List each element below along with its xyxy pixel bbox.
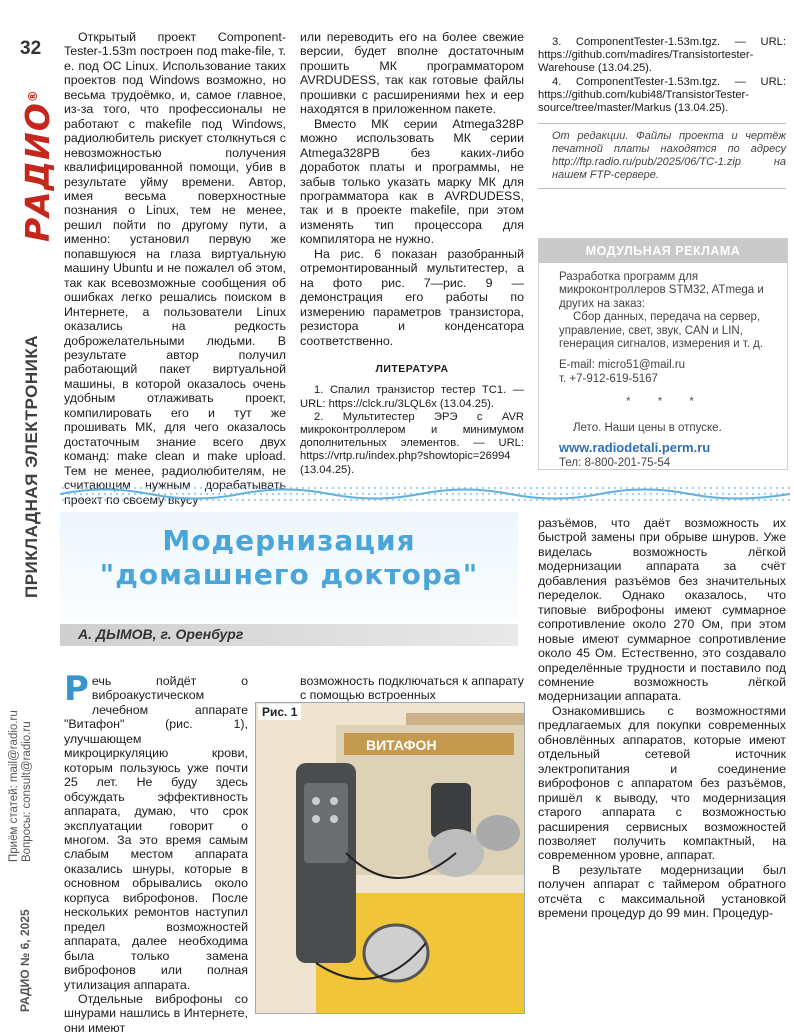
separator-dots: * * * xyxy=(626,396,706,409)
editor-note: От редакции. Файлы проекта и чертёж печатной платы находятся по адресу http://ftp.radio.ru/pub/2025/06/TC-1.zip на нашем FTP-сервере. xyxy=(552,130,786,182)
top-column-3 xyxy=(538,36,786,189)
paragraph: Отдельные виброфоны со шнурами нашлись в Интернете, они имеют xyxy=(64,991,248,1035)
section-title: ПРИКЛАДНАЯ ЭЛЕКТРОНИКА xyxy=(22,335,41,598)
article-column-2 xyxy=(300,674,524,703)
top-column-2 xyxy=(300,30,524,477)
top-column-1 xyxy=(64,30,286,507)
drop-cap: Р xyxy=(64,669,89,709)
ad-site-link[interactable]: www.radiodetali.perm.ru xyxy=(559,440,711,456)
paragraph: разъёмов, что даёт возможность их быстрой замены при обрыве шнуров. Уже виделась возможность лёгкой модернизации аппарата за счёт добавления разъёмов без значительных переделок. Однако оказалось, что типовые виброфоны имеют суммарное сопротивление около 270 Ом, при этом новые имеют суммарное сопротивление около 45 Ом. Естественно, это создавало определённые трудности и поставило под сомнение возможность лёгкой модернизации аппарата. xyxy=(538,516,786,704)
ad-body xyxy=(539,263,787,477)
contact-questions: Вопросы: consult@radio.ru xyxy=(21,721,33,862)
logo-mark: ® xyxy=(26,89,40,103)
issue-info: РАДИО № 6, 2025 xyxy=(18,909,32,1012)
editor-note-box xyxy=(538,123,786,189)
contacts xyxy=(8,710,34,862)
page-number: 32 xyxy=(20,38,42,59)
paragraph: возможность подключаться к аппарату с помощью встроенных xyxy=(300,674,524,703)
ad-text: Сбор данных, передача на сервер, управление, свет, звук, CAN и LIN, генерация сигналов, измерения и т. д. xyxy=(559,311,764,351)
reference-item: 1. Спалил транзистор тестер TC1. — URL: https://clck.ru/3LQL6x (13.04.25). xyxy=(300,384,524,410)
article-title-line: Модернизация xyxy=(162,524,416,557)
vitafon-device-image xyxy=(256,703,524,1013)
article-title xyxy=(60,524,518,592)
ad-header: МОДУЛЬНАЯ РЕКЛАМА xyxy=(539,239,787,263)
paragraph: В результате модернизации был получен аппарат с таймером обратного отсчёта с максимальной установкой времени процедур до 99 мин. Процедур- xyxy=(538,862,786,921)
article-column-1 xyxy=(64,669,248,1035)
figure-1-photo xyxy=(255,702,525,1014)
page-sidebar xyxy=(0,0,57,1028)
ad-phone: т. +7-912-619-5167 xyxy=(559,372,658,385)
figure-label: Рис. 1 xyxy=(258,704,301,720)
contact-articles: Приём статей: mail@radio.ru xyxy=(8,710,20,862)
ad-text: Лето. Наши цены в отпуске. xyxy=(573,421,722,434)
logo-text: РАДИО xyxy=(18,102,57,242)
paragraph: Вместо МК серии Atmega328P можно использовать МК серии Atmega328PB без каких-либо доработок платы и программы, не забыв только указать марку МК для программатора как в AVRDUDESS, так и в проекте makefile, при этом изменять тип процессора для компилятора не нужно. xyxy=(300,116,524,247)
reference-item: 2. Мультитестер ЭРЭ с AVR микроконтроллером и минимумом дополнительных элементов. — URL: https://vrtp.ru/index.php?showtopic=26994 (13.04.25). xyxy=(300,410,524,476)
paragraph-text: ечь пойдёт о виброакустическом лечебном аппарате "Витафон" (рис. 1), улучшающем микроциркуляцию крови, которым пользуюсь уже почти 25 лет. Не буду здесь обсуждать эффективность аппарата, думаю, что срок эксплуатации говорит о многом. За это время самым слабым местом аппарата оказались шнуры, которые в основном обрывались около корпуса виброфонов. После нескольких ремонтов наступил предел возможностей аппарата, далее необходима была только замена виброфонов или полная утилизация аппарата. xyxy=(64,674,248,992)
ad-box xyxy=(538,238,788,470)
reference-item: 4. ComponentTester-1.53m.tgz. — URL: https://github.com/kubi48/TransistorTester-source/tree/master/Markus (13.04.25). xyxy=(538,75,786,115)
article-title-line: "домашнего доктора" xyxy=(99,558,479,591)
magazine-logo xyxy=(18,89,57,242)
paragraph: или переводить его на более свежие версии, будет вполне достаточным прошить МК программатором AVRDUDESS, так как готовые файлы прошивки с расширениями hex и eep находятся в приложенном пакете. xyxy=(300,30,524,117)
article-column-3 xyxy=(538,516,786,921)
ad-text: Разработка программ для микроконтроллеров STM32, ATmega и других на заказ: xyxy=(559,271,764,310)
article-author: А. ДЫМОВ, г. Оренбург xyxy=(78,626,244,642)
ad-phone: Тел: 8-800-201-75-54 xyxy=(559,457,671,470)
decorative-wave-banner xyxy=(60,485,790,503)
ad-email[interactable]: E-mail: micro51@mail.ru xyxy=(559,359,686,372)
paragraph: На рис. 6 показан разобранный отремонтированный мультитестер, а на фото рис. 7—рис. 9 — демонстрация его работы по измерению параметров транзистора, резистора и конденсатора соответственно. xyxy=(300,246,524,348)
paragraph: Открытый проект Component-Tester-1.53m построен под make-file, т. е. под ОС Linux. Использование таких проектов под Windows возможно, но весьма трудоёмко, и, самое главное, из-за того, что профессионалы не работают с makefile под Windows, радиолюбитель рискует столкнуться с невозможностью получения квалифицированной помощи, убив в результате уйму времени. Автор, имея весьма поверхностные познания о Linux, тем не менее, решил пойти по другому пути, а именно: установил первую же попавшуюся на глаза виртуальную машину Ubuntu и не пожалел об этом, так как всевозможные сообщения об ошибках легко решались поиском в Интернете, а пользователи Linux оказались на редкость доброжелательными людьми. В результате автор получил работающий пакет виртуальной машины, в которой оказалось очень удобным отлаживать проект, компилировать его и тут же прошивать МК, для чего оказалось достаточным знание всего двух команд: make clean и make upload. Тем не менее, радиолюбителям, не xyxy=(64,30,286,478)
literature-heading: ЛИТЕРАТУРА xyxy=(375,362,449,375)
box-label: ВИТАФОН xyxy=(366,737,437,753)
paragraph: Ознакомившись с возможностями предлагаемых для покупки современных обновлённых аппаратов, которые имеют отдельный сетевой источник электропитания и соединение виброфонов с аппаратом без разъёмов, пришёл к выводу, что модернизация старого аппарата с возможностью расширения сервисных возможностей позволяет получить компактный, на современном уровне, аппарат. xyxy=(538,703,786,863)
reference-item: 3. ComponentTester-1.53m.tgz. — URL: https://github.com/madires/Transistortester-Warehouse (13.04.25). xyxy=(538,36,786,75)
paragraph xyxy=(64,669,248,992)
